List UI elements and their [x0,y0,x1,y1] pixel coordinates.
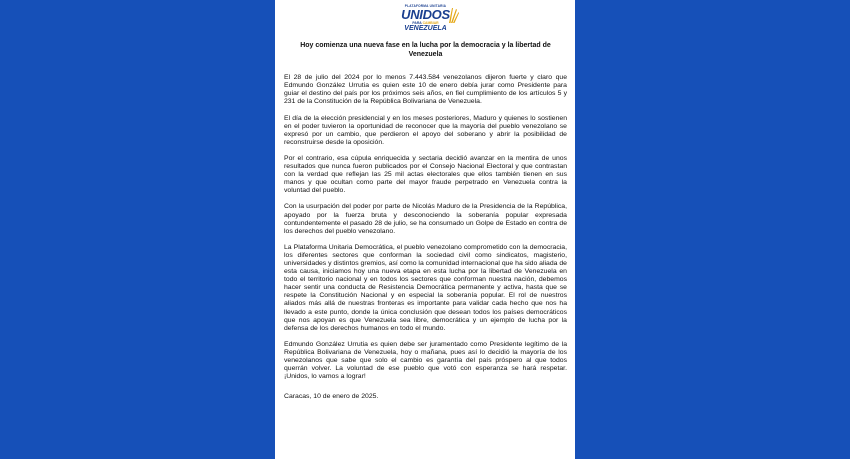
body-paragraph: Por el contrario, esa cúpula enriquecida y sectaria decidió avanzar en la mentira de unos resultados que nunca fueron publicados por el Consejo Nacional Electoral y que contrastan con la verdad que reflejan las 25 mil actas electorales que ellos también tienen en sus manos y que ocultan como parte del mayor fraude perpetrado en Venezuela contra la voluntad del pueblo. [284,154,567,195]
body-paragraph: El 28 de julio del 2024 por lo menos 7.443.584 venezolanos dijeron fuerte y claro que Edmundo González Urrutia es quien este 10 de enero debía jurar como Presidente para guiar el destino del país por los próximos seis años, en fiel cumplimiento de los artículos 5 y 231 de la Constitución de la República Bolivariana de Venezuela. [284,74,567,106]
body-paragraph: El día de la elección presidencial y en los meses posteriores, Maduro y quienes lo sostienen en el poder tuvieron la oportunidad de reconocer que la mayoría del pueblo venezolano se expresó por un cambio, que perdieron el apoyo del soberano y abrir la posibilidad de reconstruirse desde la oposición. [284,114,567,146]
closing-line: Caracas, 10 de enero de 2025. [284,393,379,401]
body-paragraph: La Plataforma Unitaria Democrática, el pueblo venezolano comprometido con la democracia, los diferentes sectores que conforman la sociedad civil como sindicatos, magisterio, universidades y distintos gremios, así como la comunidad internacional que ha sido aliada de esta causa, iniciamos hoy una nueva etapa en esta lucha por la libertad de Venezuela en todo el territorio nacional y en todos los sectores que conforman nuestra nación, debemos hacer sentir una conducta de Resistencia Democrática permanente y activa, hasta que se respete la Constitución Nacional y en especial la soberanía popular. El rol de nuestros aliados más allá de nuestras fronteras es importante para validar cada hecho que nos ha llevado a este punto, donde la única conclusión que desean todos los países democráticos que nos apoyan es que Venezuela sea libre, democrática y un ejemplo de lucha por la defensa de los derechos humanos en todo el mundo. [284,243,567,332]
logo-main-text: UNIDOS [401,7,450,22]
logo-country: VENEZUELA [404,25,447,32]
body-paragraph: Con la usurpación del poder por parte de Nicolás Maduro de la Presidencia de la República, apoyado por la fuerza bruta y desconociendo la soberanía popular expresada contundentemente el pasado 28 de julio, se ha consumado un Golpe de Estado en contra de los derechos del pueblo venezolano. [284,203,567,235]
logo-tagline: PLATAFORMA UNITARIA [404,4,447,8]
sunburst-icon [447,7,459,23]
document-sheet [275,0,575,459]
logo-sub-prefix: PARA [412,21,422,25]
logo-sub-accent: CAMBIAR [422,21,439,25]
unidos-logo [391,4,461,36]
body-paragraph: Edmundo González Urrutia es quien debe ser juramentado como Presidente legítimo de la República Bolivariana de Venezuela, hoy o mañana, pues así lo decidió la mayoría de los venezolanos que sabe que solo el cambio es garantía del país próspero al que todos querrán volver. La voluntad de ese pueblo que votó con esperanza se hará respetar. ¡Unidos, lo vamos a lograr! [284,340,567,381]
document-title: Hoy comienza una nueva fase en la lucha por la democracia y la libertad de Venezuela [300,42,551,58]
